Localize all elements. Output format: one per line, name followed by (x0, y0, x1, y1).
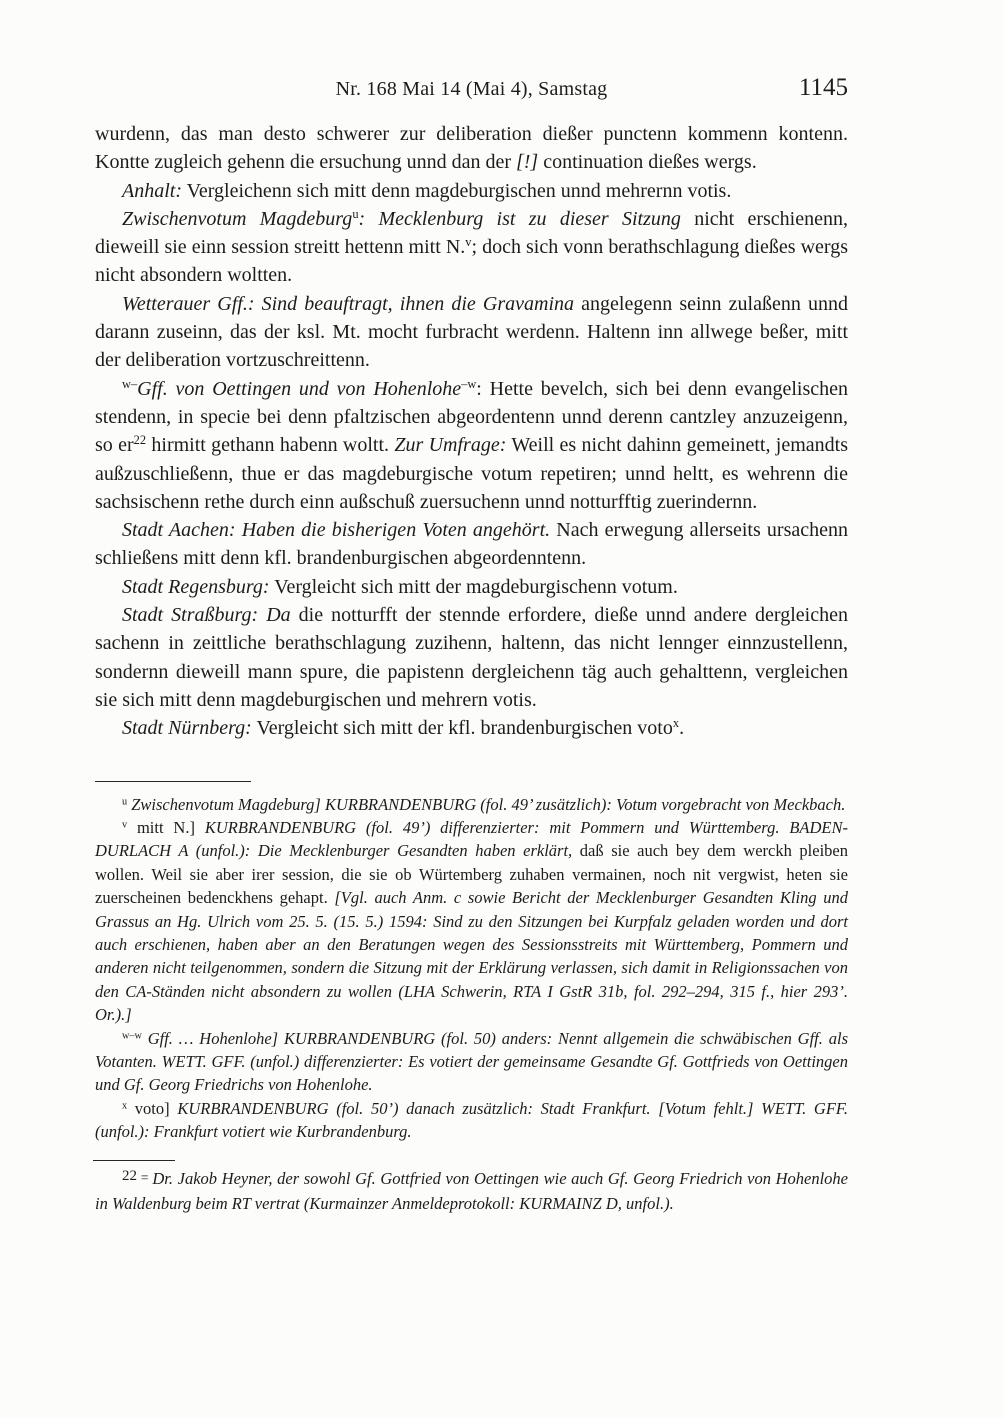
text-run: [Vgl. auch Anm. c sowie Bericht der Mecklenburger Gesandten Kling und Grassus an Hg. Ulrich vom 25. 5. (15. 5.) 1594: Sind zu den Sitzungen bei Kurpfalz geladen worden und dort auch erschienen, haben aber an den Beratungen wegen des Sessionsstreits mit Württemberg, Pommern und anderen nicht teilgenommen, sondern die Sitzung mit der Erklärung verlassen, sich damit in Religionssachen von den CA-Ständen nicht absondern zu wollen (LHA Schwerin, RTA I GstR 31b, fol. 292–294, 315 f., hier 293’. Or.).] (95, 888, 848, 1025)
text-run: die notturfft der stennde erfordere, dieße unnd andere dergleichen sachenn in zeittliche berathschlagung zuzihenn, haltenn, das nicht lennger einnzustellenn, sondernn dieweill mann spure, die papistenn dergleichenn täg auch gehalttenn, vergleichen sie sich mitt denn magdeburgischen und mehrern votis. (95, 604, 848, 711)
text-run: nicht erschienenn, dieweill sie einn session streitt hettenn mitt N. (95, 207, 848, 259)
superscript-note-mark: w– (122, 376, 138, 391)
text-run: = (137, 1169, 153, 1185)
text-run: Zwischenvotum Magdeburg (122, 207, 353, 230)
text-run: Zwischenvotum Magdeburg] KURBRANDENBURG (fol. 49’ zusätzlich): Votum vorgebracht von Meckbach. (127, 794, 846, 814)
paragraph (95, 601, 848, 714)
text-run: continuation dießes wergs. (538, 151, 757, 174)
superscript-note-mark: x (672, 716, 680, 731)
paragraph (95, 573, 848, 601)
paragraph (95, 516, 848, 573)
text-run: Nach erwegung allerseits ursachenn schließens mitt denn kfl. brandenburgischen abgeordenntenn. (95, 519, 848, 570)
superscript-note-mark: 22 (133, 433, 147, 448)
text-run: Vergleicht sich mitt der kfl. brandenburgischen voto (251, 717, 673, 740)
paragraph (95, 290, 848, 375)
text-run: : Mecklenburg ist zu dieser Sitzung (358, 207, 681, 230)
text-run: Gff. von Oettingen und von Hohenlohe (137, 377, 462, 400)
text-run: Dr. Jakob Heyner, der sowohl Gf. Gottfried von Oettingen wie auch Gf. Georg Friedrich von Hohenlohe in Waldenburg beim RT vertrat (Kurmainzer Anmeldeprotokoll: KURMAINZ D, unfol.). (95, 1168, 848, 1214)
paragraph (95, 375, 848, 516)
paragraph (95, 205, 848, 290)
text-run: [!] (515, 151, 539, 174)
paragraph (95, 177, 848, 205)
page-number: 1145 (798, 74, 848, 101)
footnote-numbered (95, 1167, 848, 1216)
footnote (95, 793, 848, 816)
text-run: KURBRANDENBURG (fol. 50’) danach zusätzlich: Stadt Frankfurt. [Votum fehlt.] WETT. GFF. (unfol.): Frankfurt votiert wie Kurbrandenburg. (95, 1098, 848, 1142)
text-run: Wetterauer Gff.: Sind beauftragt, ihnen die Gravamina (122, 292, 574, 315)
body-text (95, 120, 848, 743)
text-run: wurdenn, das man desto schwerer zur deliberation dießer punctenn kommenn kontenn. Kontte zugleich gehenn die ersuchung unnd dan der (95, 123, 848, 174)
text-run: Stadt Straßburg: Da (122, 604, 291, 627)
text-run: 22 (122, 1167, 137, 1184)
text-run: Weill es nicht dahinn gemeinett, jemandts außzuschließenn, thue er das magdeburgische votum repetiren; unnd heltt, es wehrenn die sachsischenn rethe durch einn außschuß zuersuchenn unnd notturfftig zuerindernn. (95, 434, 849, 513)
footnote-numbered-block (95, 1167, 848, 1216)
text-run: Stadt Regensburg: (122, 575, 270, 598)
text-run: hirmitt gethann habenn woltt. (146, 434, 395, 457)
text-run: mitt N.] (127, 817, 205, 837)
footnote-separator (95, 781, 251, 782)
page-header (95, 74, 848, 108)
text-run: voto] (127, 1098, 178, 1118)
superscript-note-mark: v (122, 819, 128, 831)
text-run: Gff. … Hohenlohe] KURBRANDENBURG (fol. 50) anders: Nennt allgemein die schwäbischen Gff. als Votanten. WETT. GFF. (unfol.) differenzierter: Es votiert der gemeinsame Gesandte Gf. Gottfrieds von Oettingen und Gf. Georg Friedrichs von Hohenlohe. (95, 1028, 848, 1095)
text-run: : Hette bevelch, sich bei denn evangelischen stendenn, in specie bei denn pfaltzischen abgeordentenn unnd derenn cantzley anzuzeigenn, so er (95, 377, 848, 457)
text-run: daß sie auch bey dem werckh pleiben wollen. Weil sie aber irer session, die sie ob Würtemberg zuhaben vermainen, noch nit vergwist, heten sie zuerscheinen bedenckhens gehapt. (95, 841, 848, 908)
footnotes-letters (95, 793, 848, 1144)
footnote (95, 1097, 848, 1144)
text-run: ; doch sich vonn berathschlagung dießes wergs nicht absondern woltten. (95, 236, 848, 287)
superscript-note-mark: u (122, 795, 128, 807)
text-run: Zur Umfrage: (394, 434, 507, 457)
text-run: Stadt Aachen: Haben die bisherigen Voten angehört. (122, 519, 551, 542)
text-run: angelegenn seinn zulaßenn unnd darann zuseinn, das der ksl. Mt. mocht furbracht werdenn. Haltenn inn allwege beßer, mitt der deliberation vortzuschreittenn. (95, 292, 848, 372)
text-run: . (679, 717, 685, 740)
footnote (95, 1027, 848, 1097)
superscript-note-mark: x (122, 1100, 128, 1112)
running-head: Nr. 168 Mai 14 (Mai 4), Samstag (335, 78, 608, 100)
text-run: Vergleicht sich mitt der magdeburgischenn votum. (269, 575, 678, 598)
superscript-note-mark: v (465, 235, 472, 250)
text-run: Vergleichenn sich mitt denn magdeburgischen unnd mehrernn votis. (182, 179, 732, 202)
paragraph (95, 714, 848, 742)
superscript-note-mark: –w (461, 376, 477, 391)
numbered-footnote-separator (93, 1160, 175, 1161)
paragraph (95, 120, 848, 177)
text-run: Anhalt: (122, 179, 182, 202)
footnote (95, 816, 848, 1027)
superscript-note-mark: w–w (122, 1029, 142, 1041)
text-run: Stadt Nürnberg: (122, 717, 252, 740)
superscript-note-mark: u (352, 207, 359, 222)
text-run: KURBRANDENBURG (fol. 49’) differenzierter: mit Pommern und Württemberg. BADEN-DURLACH A (unfol.): Die Mecklenburger Gesandten haben erklärt, (95, 817, 849, 861)
